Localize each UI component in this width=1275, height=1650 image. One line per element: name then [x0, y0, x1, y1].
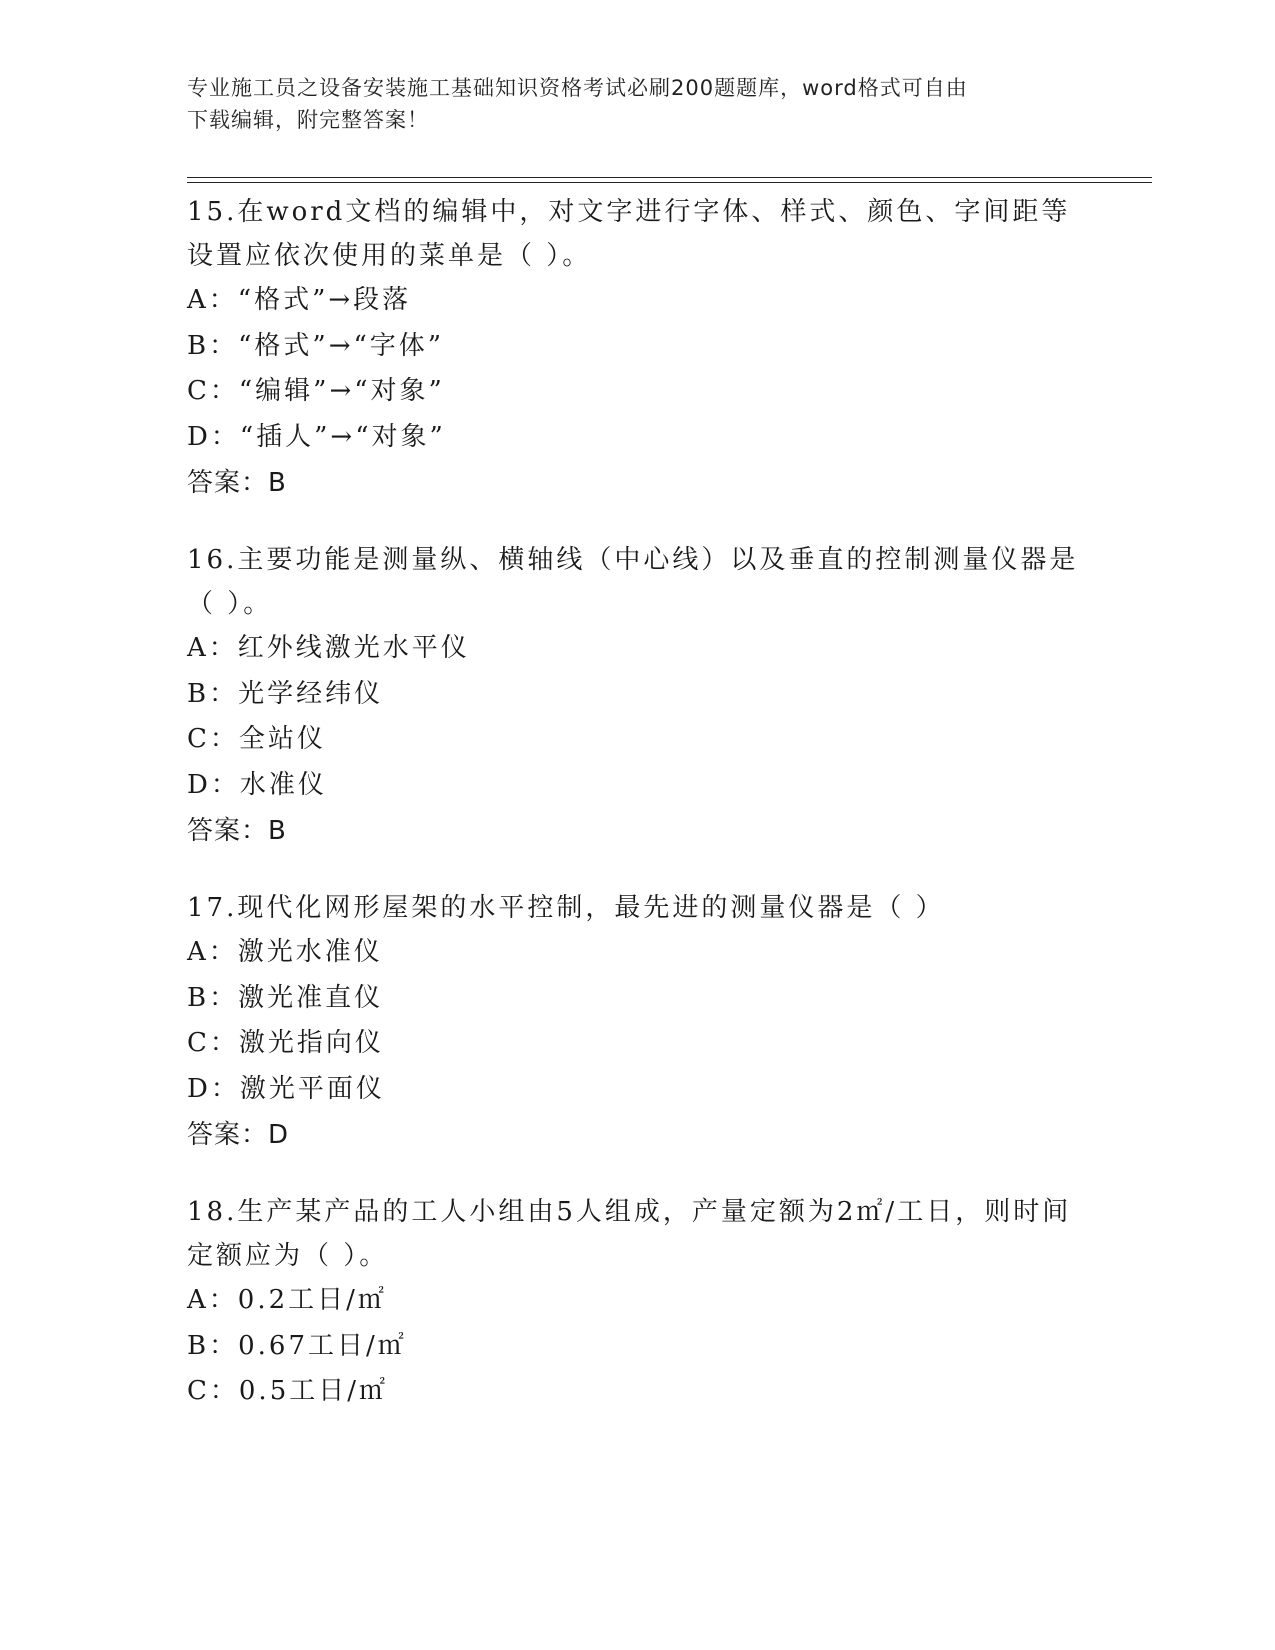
question-text-line-2: 定额应为（ ）。 [187, 1241, 389, 1271]
option-b: B：激光准直仪 [187, 982, 384, 1013]
option-b: B：光学经纬仪 [187, 678, 384, 709]
header-rule-bottom [187, 182, 1152, 183]
answer: 答案：D [187, 1120, 290, 1150]
question-text-line-1: 18.生产某产品的工人小组由5人组成，产量定额为2㎡/工日，则时间 [187, 1197, 1072, 1227]
question-17 [187, 886, 1087, 1158]
option-a: A：0.2工日/㎡ [187, 1285, 387, 1315]
question-18 [187, 1190, 1087, 1415]
document-header [187, 72, 1067, 136]
answer: 答案：B [187, 468, 287, 498]
question-text-line-1: 15.在word文档的编辑中，对文字进行字体、样式、颜色、字间距等 [187, 197, 1071, 227]
option-c: C：“编辑”→“对象” [187, 376, 445, 406]
option-b: B：“格式”→“字体” [187, 330, 445, 361]
question-text-line-1: 16.主要功能是测量纵、横轴线（中心线）以及垂直的控制测量仪器是 [187, 545, 1079, 575]
option-d: D：水准仪 [187, 769, 327, 800]
header-rule-top [187, 177, 1152, 178]
option-a: A：激光水准仪 [187, 937, 383, 967]
header-line-1: 专业施工员之设备安装施工基础知识资格考试必刷200题题库，word格式可自由 [187, 76, 968, 100]
option-b: B：0.67工日/㎡ [187, 1330, 407, 1361]
question-text-line-2: 设置应依次使用的菜单是（ ）。 [187, 241, 592, 271]
question-text-line-1: 17.现代化网形屋架的水平控制，最先进的测量仪器是（ ） [187, 893, 945, 923]
option-c: C：全站仪 [187, 724, 326, 754]
option-d: D：“插人”→“对象” [187, 421, 446, 452]
option-a: A：红外线激光水平仪 [187, 633, 470, 663]
question-16 [187, 538, 1087, 854]
question-text-line-2: （ ）。 [187, 589, 273, 619]
question-list [187, 190, 1087, 1447]
option-c: C：激光指向仪 [187, 1028, 384, 1058]
option-c: C：0.5工日/㎡ [187, 1376, 389, 1406]
answer: 答案：B [187, 816, 287, 846]
option-d: D：激光平面仪 [187, 1073, 385, 1104]
question-15 [187, 190, 1087, 506]
option-a: A：“格式”→段落 [187, 285, 412, 315]
header-line-2: 下载编辑，附完整答案！ [187, 108, 429, 132]
